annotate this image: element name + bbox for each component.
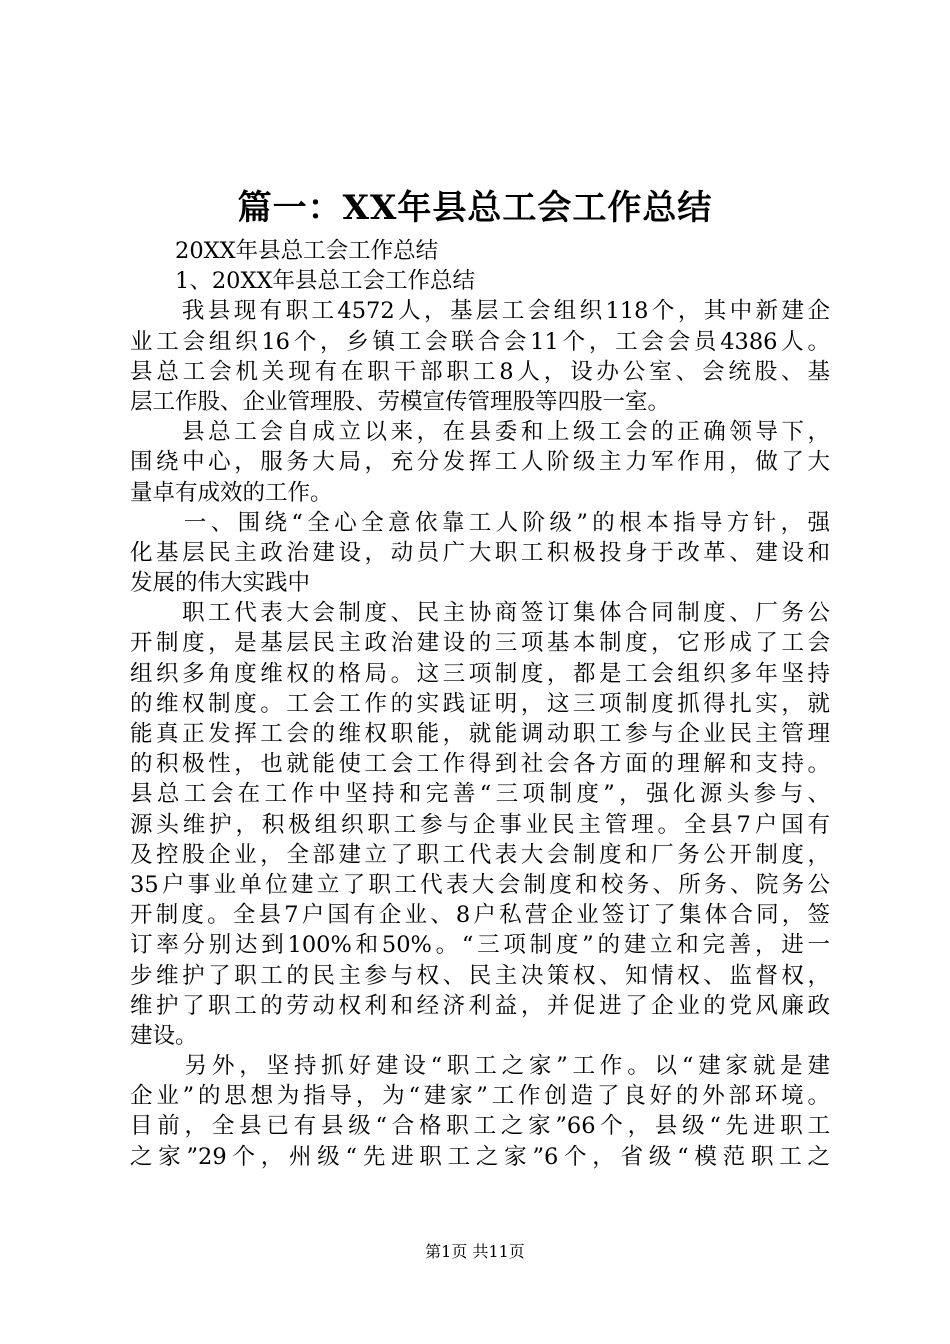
text-line: 另外，坚持抓好建设“职工之家”工作。以“建家就是建 <box>130 1053 830 1080</box>
text-line: 能真正发挥工会的维权职能，就能调动职工参与企业民主管理 <box>130 721 830 747</box>
document-title: 篇一：XX年县总工会工作总结 <box>237 188 713 228</box>
text-line: 开制度。全县7户国有企业、8户私营企业签订了集体合同，签 <box>130 902 830 929</box>
text-line: 县总工会在工作中坚持和完善“三项制度”，强化源头参与、 <box>130 781 830 808</box>
text-line: 县总工会机关现有在职干部职工8人，设办公室、会统股、基 <box>130 358 830 385</box>
text-line: 订率分别达到100%和50%。“三项制度”的建立和完善，进一 <box>130 932 830 959</box>
text-line: 20XX年县总工会工作总结 <box>130 238 439 264</box>
page-footer: 第1页 共11页 <box>425 1242 525 1261</box>
text-line: 1、20XX年县总工会工作总结 <box>130 268 475 295</box>
text-line: 目前，全县已有县级“合格职工之家”66个，县级“先进职工 <box>130 1113 830 1140</box>
text-line: 源头维护，积极组织职工参与企事业民主管理。全县7户国有 <box>130 811 830 838</box>
text-line: 围绕中心，服务大局，充分发挥工人阶级主力军作用，做了大 <box>130 449 830 476</box>
text-line: 业工会组织16个，乡镇工会联合会11个，工会会员4386人。 <box>130 328 830 355</box>
text-line: 步维护了职工的民主参与权、民主决策权、知情权、监督权， <box>130 962 830 989</box>
text-line: 35户事业单位建立了职工代表大会制度和校务、所务、院务公 <box>130 871 830 898</box>
text-line: 我县现有职工4572人，基层工会组织118个，其中新建企 <box>130 298 830 325</box>
text-line: 建设。 <box>130 1022 198 1049</box>
text-line: 县总工会自成立以来，在县委和上级工会的正确领导下， <box>130 419 830 446</box>
text-line: 的积极性，也就能使工会工作得到社会各方面的理解和支持。 <box>130 751 830 778</box>
text-line: 职工代表大会制度、民主协商签订集体合同制度、厂务公 <box>130 600 830 627</box>
text-line: 一、围绕“全心全意依靠工人阶级”的根本指导方针，强 <box>130 509 830 536</box>
text-line: 发展的伟大实践中 <box>130 570 311 597</box>
text-line: 企业”的思想为指导，为“建家”工作创造了良好的外部环境。 <box>130 1083 830 1110</box>
text-line: 之家”29个，州级“先进职工之家”6个，省级“模范职工之 <box>130 1143 830 1170</box>
text-line: 的维权制度。工会工作的实践证明，这三项制度抓得扎实，就 <box>130 690 830 717</box>
text-line: 化基层民主政治建设，动员广大职工积极投身于改革、建设和 <box>130 539 830 566</box>
document-body <box>130 236 830 1172</box>
text-line: 及控股企业，全部建立了职工代表大会制度和厂务公开制度， <box>130 841 830 868</box>
text-line: 维护了职工的劳动权利和经济利益，并促进了企业的党风廉政 <box>130 992 830 1019</box>
text-line: 层工作股、企业管理股、劳模宣传管理股等四股一室。 <box>130 388 671 415</box>
text-line: 量卓有成效的工作。 <box>130 479 333 506</box>
text-line: 组织多角度维权的格局。这三项制度，都是工会组织多年坚持 <box>130 660 830 687</box>
text-line: 开制度，是基层民主政治建设的三项基本制度，它形成了工会 <box>130 630 830 657</box>
